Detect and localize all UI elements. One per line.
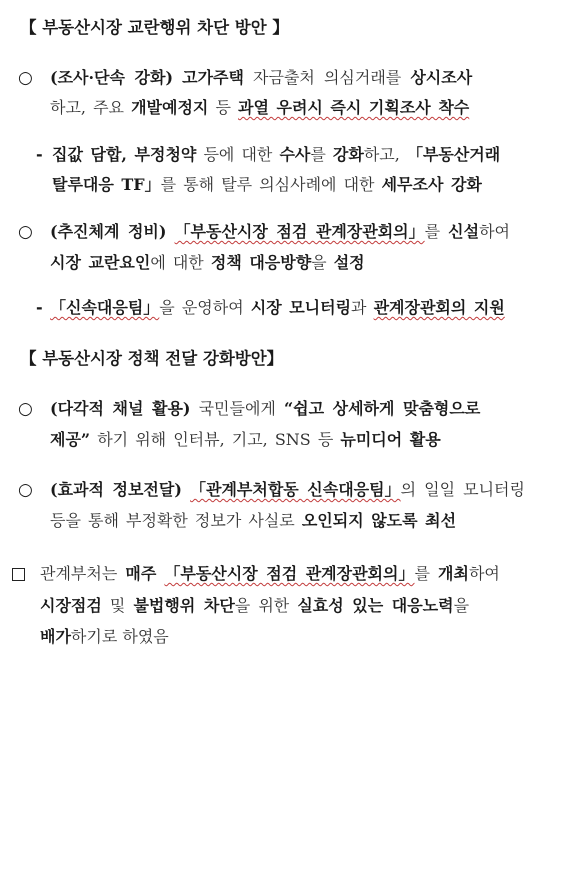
s1-sub1-line2	[52, 173, 482, 197]
s1-item1-line2	[50, 96, 469, 120]
s2-item1-line2	[50, 428, 441, 452]
s2-item2-text2: 등을 통해 부정확한 정보가 사실로	[50, 511, 302, 530]
s1-item2-bold2: 신설	[448, 222, 480, 241]
s1-item2-bold4: 정책 대응방향	[210, 253, 312, 272]
s1-sub1-text1: 등에 대한	[196, 145, 280, 164]
circle-bullet-icon: ○	[18, 480, 33, 500]
section2-heading: 【 부동산시장 정책 전달 강화방안】	[20, 349, 284, 368]
s1-sub1-line1	[52, 143, 500, 167]
s1-sub1-bold5: 탈루대응 TF」	[52, 175, 161, 194]
s1-sub2-bold1: 「신속대응팀」	[50, 298, 160, 317]
closing-line1	[40, 562, 500, 586]
circle-bullet-icon: ○	[18, 68, 33, 88]
s1-sub1-text2: 를	[310, 145, 333, 164]
circle-bullet-icon: ○	[18, 222, 33, 242]
closing-bold6: 실효성 있는 대응노력	[297, 596, 454, 615]
dash-bullet-icon: -	[36, 145, 43, 164]
s1-sub1-bold2: 수사	[279, 145, 311, 164]
s1-item2-line2	[50, 251, 365, 275]
s1-item2-line1	[50, 220, 510, 244]
s1-item1-text1: 자금출처 의심거래를	[243, 68, 411, 87]
s1-sub1-text4: 를 통해 탈루 의심사례에 대한	[160, 175, 382, 194]
dash-bullet-icon: -	[36, 298, 43, 317]
s1-sub2-text1: 을 운영하여	[159, 298, 251, 317]
checkbox-square-icon	[12, 568, 25, 581]
s2-item2-bold2: 오인되지 않도록 최선	[301, 511, 457, 530]
closing-text7: 하기로 하였음	[70, 627, 169, 646]
s1-item2-text2: 하여	[479, 222, 511, 241]
s1-item2-bold1: 「부동산시장 점검 관계장관회의」	[174, 222, 425, 241]
s1-sub2-line1	[50, 296, 505, 320]
s1-item2-text3: 에 대한	[150, 253, 211, 272]
closing-bold2: 「부동산시장 점검 관계장관회의」	[164, 564, 415, 583]
s1-sub2-bold2: 시장 모니터링	[250, 298, 352, 317]
s1-item2-bold5: 설정	[333, 253, 365, 272]
circle-bullet-icon: ○	[18, 399, 33, 419]
closing-bold5: 불법행위 차단	[133, 596, 235, 615]
s2-item2-bold1: 「관계부처합동 신속대응팀」	[190, 480, 401, 499]
s2-item1-bold3: 뉴미디어 활용	[340, 430, 441, 449]
s1-sub1-text3: 하고,	[363, 145, 407, 164]
closing-text1: 관계부처는	[40, 564, 126, 583]
s2-item2-tag: (효과적 정보전달)	[50, 480, 182, 499]
s1-item1-bold3: 개발예정지	[131, 98, 209, 117]
s1-sub1-bold6: 세무조사 강화	[381, 175, 482, 194]
s1-item2-text4: 을	[311, 253, 334, 272]
s1-sub2-text2: 과	[351, 298, 374, 317]
s1-item1-tag: (조사·단속 강화)	[50, 68, 174, 87]
s1-item1-text2: 하고, 주요	[50, 98, 132, 117]
s1-item1-text3: 등	[208, 98, 239, 117]
s2-item1-text1: 국민들에게	[190, 399, 284, 418]
closing-text4: 및	[101, 596, 134, 615]
section1-heading: 【 부동산시장 교란행위 차단 방안 】	[20, 18, 289, 37]
s2-item2-line2	[50, 509, 456, 533]
s1-sub2-bold3: 관계장관회의 지원	[373, 298, 505, 317]
closing-bold7: 배가	[40, 627, 71, 646]
closing-bold3: 개최	[438, 564, 469, 583]
s1-item2-tag: (추진체계 정비)	[50, 222, 167, 241]
closing-bold1: 매주	[125, 564, 157, 583]
s1-item2-bold3: 시장 교란요인	[50, 253, 151, 272]
closing-text6: 을	[453, 596, 470, 615]
closing-text5: 을 위한	[234, 596, 298, 615]
s2-item2-line1	[50, 478, 525, 502]
closing-line3	[40, 625, 169, 649]
s2-item2-text1: 의 일일 모니터링	[400, 480, 525, 499]
closing-text3: 하여	[468, 564, 500, 583]
s1-item1-bold1: 고가주택	[182, 68, 244, 87]
s2-item1-text2: 하기 위해 인터뷰, 기고, SNS 등	[90, 430, 341, 449]
s2-item1-line1	[50, 397, 480, 421]
closing-text2: 를	[414, 564, 439, 583]
s1-item2-text1: 를	[424, 222, 449, 241]
s2-item1-tag: (다각적 채널 활용)	[50, 399, 191, 418]
s2-item1-bold2: 제공”	[50, 430, 91, 449]
s1-sub1-bold1: 집값 담합, 부정청약	[52, 145, 197, 164]
closing-line2	[40, 594, 469, 618]
closing-bold4: 시장점검	[40, 596, 102, 615]
s1-item1-bold4: 과열 우려시 즉시 기획조사 착수	[238, 98, 470, 117]
s1-sub1-bold4: 「부동산거래	[406, 145, 501, 164]
s1-item1-line1	[50, 66, 472, 90]
s1-item1-bold2: 상시조사	[410, 68, 473, 87]
s1-sub1-bold3: 강화	[332, 145, 364, 164]
s2-item1-bold1: “쉽고 상세하게 맞춤형으로	[283, 399, 481, 418]
